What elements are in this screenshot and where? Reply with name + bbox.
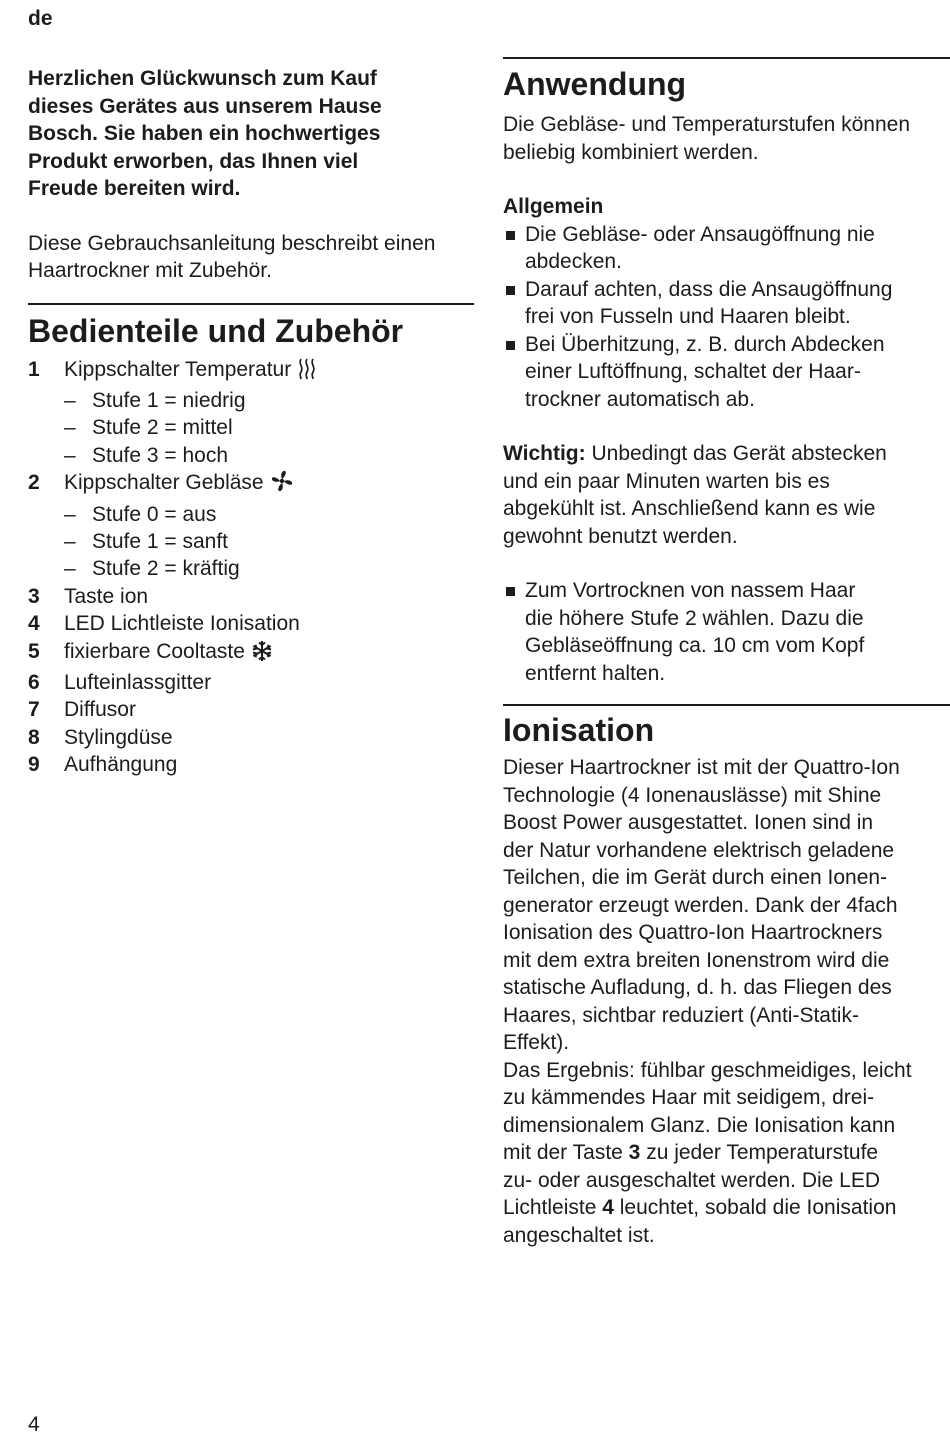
bullet-line: die höhere Stufe 2 wählen. Dazu die	[525, 606, 864, 630]
bullet-square	[506, 286, 515, 295]
list-item	[28, 724, 474, 751]
bullet-item	[503, 221, 950, 276]
section-divider	[503, 704, 950, 706]
heat-icon	[297, 358, 317, 387]
bullet-line: Die Gebläse- oder Ansaugöffnung nie	[525, 222, 875, 246]
heading-anwendung: Anwendung	[503, 66, 687, 102]
language-code: de	[28, 7, 53, 30]
list-subitem	[28, 387, 474, 414]
item-number: 8	[28, 725, 40, 749]
page-number: 4	[28, 1413, 40, 1436]
intro-text-line: Diese Gebrauchsanleitung beschreibt einen	[28, 231, 436, 255]
dash: –	[64, 529, 76, 553]
list-subitem	[28, 442, 474, 469]
item-label: LED Lichtleiste Ionisation	[64, 612, 300, 636]
bullet-line: Zum Vortrocknen von nassem Haar	[525, 579, 856, 602]
heading-ionisation: Ionisation	[503, 712, 655, 748]
wichtig-text: abgekühlt ist. Anschließend kann es wie	[503, 497, 876, 520]
item-label: Lufteinlassgitter	[64, 670, 212, 694]
ref-number: 3	[628, 1141, 641, 1164]
item-number: 1	[28, 357, 40, 381]
item-label: Kippschalter Temperatur	[64, 357, 292, 381]
ionisation-line: Das Ergebnis: fühlbar geschmeidiges, leicht	[503, 1058, 912, 1082]
dash: –	[64, 416, 76, 440]
ionisation-line: Dieser Haartrockner ist mit der Quattro-Ion	[503, 756, 900, 779]
left-column	[28, 65, 474, 779]
item-number: 7	[28, 698, 40, 722]
ionisation-line: Haares, sichtbar reduziert (Anti-Statik-	[503, 1003, 859, 1027]
bullet-square	[506, 587, 515, 596]
bullet-line: trockner automatisch ab.	[525, 387, 755, 411]
list-item	[28, 696, 474, 723]
ionisation-line: Teilchen, die im Gerät durch einen Ionen-	[503, 866, 888, 889]
wichtig-label: Wichtig:	[503, 442, 586, 465]
ionisation-line: zu kämmendes Haar mit seidigem, drei-	[503, 1086, 875, 1109]
bullet-square	[506, 341, 515, 350]
item-label: Diffusor	[64, 698, 136, 722]
bullet-line: einer Luftöffnung, schaltet der Haar-	[525, 360, 861, 383]
item-label: fixierbare Cooltaste	[64, 639, 245, 663]
subitem-label: Stufe 1 = niedrig	[92, 388, 246, 412]
item-label: Aufhängung	[64, 753, 178, 777]
section-divider	[503, 57, 950, 59]
bullet-item	[503, 577, 950, 687]
dash: –	[64, 388, 76, 412]
list-item	[28, 638, 474, 669]
ionisation-line: Boost Power ausgestattet. Ionen sind in	[503, 811, 874, 834]
subitem-label: Stufe 1 = sanft	[92, 529, 229, 553]
subitem-label: Stufe 2 = mittel	[92, 416, 233, 440]
intro-line: dieses Gerätes aus unserem Hause	[28, 94, 382, 118]
fan-icon	[270, 469, 294, 500]
list-subitem	[28, 501, 474, 528]
intro-description	[28, 230, 474, 285]
ionisation-line: Effekt).	[503, 1031, 570, 1054]
snowflake-icon	[251, 640, 273, 669]
ionisation-line: dimensionalem Glanz. Die Ionisation kann	[503, 1113, 896, 1137]
bullet-line: frei von Fusseln und Haaren bleibt.	[525, 305, 851, 328]
bullet-line: entfernt halten.	[525, 661, 666, 685]
ionisation-line: angeschaltet ist.	[503, 1223, 655, 1247]
section-divider	[28, 303, 474, 305]
ionisation-line: der Natur vorhandene elektrisch geladene	[503, 838, 895, 862]
list-item	[28, 610, 474, 637]
heading-bedienteile: Bedienteile und Zubehör	[28, 312, 404, 349]
bullet-item	[503, 331, 950, 414]
list-item	[28, 356, 474, 387]
dash: –	[64, 443, 76, 467]
item-number: 2	[28, 471, 40, 495]
ionisation-text	[503, 754, 950, 1249]
bullet-line: abdecken.	[525, 250, 622, 273]
item-number: 6	[28, 670, 40, 694]
bullet-line: Darauf achten, dass die Ansaugöffnung	[525, 277, 893, 301]
parts-list	[28, 356, 474, 779]
subheading-allgemein: Allgemein	[503, 195, 604, 218]
item-number: 4	[28, 612, 40, 636]
intro-congratulations	[28, 65, 474, 203]
list-subitem	[28, 414, 474, 441]
list-item	[28, 751, 474, 778]
ionisation-line: Lichtleiste 4 leuchtet, sobald die Ionisation	[503, 1196, 897, 1219]
ionisation-line: Technologie (4 Ionenauslässe) mit Shine	[503, 783, 882, 807]
wichtig-text: gewohnt benutzt werden.	[503, 524, 738, 548]
intro-line: Produkt erworben, das Ihnen viel	[28, 149, 359, 173]
intro-line: Bosch. Sie haben ein hochwertiges	[28, 122, 381, 145]
item-label: Kippschalter Gebläse	[64, 471, 264, 495]
bullet-item	[503, 276, 950, 331]
list-item	[28, 669, 474, 696]
subitem-label: Stufe 2 = kräftig	[92, 557, 240, 581]
item-number: 3	[28, 584, 40, 608]
wichtig-text: und ein paar Minuten warten bis es	[503, 469, 830, 493]
subitem-label: Stufe 3 = hoch	[92, 443, 229, 467]
bullet-line: Bei Überhitzung, z. B. durch Abdecken	[525, 332, 885, 356]
item-number: 9	[28, 753, 40, 777]
ionisation-line: generator erzeugt werden. Dank der 4fach	[503, 893, 898, 917]
right-column	[503, 57, 950, 1249]
ionisation-line: mit dem extra breiten Ionenstrom wird die	[503, 948, 890, 972]
wichtig-note	[503, 440, 950, 550]
intro-text-line: Haartrockner mit Zubehör.	[28, 259, 272, 282]
item-number: 5	[28, 639, 40, 663]
intro-line: Freude bereiten wird.	[28, 177, 241, 200]
anwendung-text-line: beliebig kombiniert werden.	[503, 140, 759, 164]
anwendung-text-line: Die Gebläse- und Temperaturstufen können	[503, 113, 911, 136]
ionisation-line: mit der Taste 3 zu jeder Temperaturstufe	[503, 1141, 879, 1164]
bullet-line: Gebläseöffnung ca. 10 cm vom Kopf	[525, 634, 865, 657]
bullet-square	[506, 231, 515, 240]
wichtig-text: Unbedingt das Gerät abstecken	[585, 442, 887, 465]
list-subitem	[28, 528, 474, 555]
ionisation-line: zu- oder ausgeschaltet werden. Die LED	[503, 1168, 881, 1192]
ionisation-line: statische Aufladung, d. h. das Fliegen des	[503, 976, 892, 999]
list-item	[28, 583, 474, 610]
ref-number: 4	[602, 1196, 614, 1219]
intro-line: Herzlichen Glückwunsch zum Kauf	[28, 67, 377, 90]
item-label: Stylingdüse	[64, 725, 173, 749]
dash: –	[64, 557, 76, 581]
item-label: Taste ion	[64, 584, 149, 608]
list-subitem	[28, 555, 474, 582]
list-item	[28, 469, 474, 500]
subitem-label: Stufe 0 = aus	[92, 502, 217, 526]
dash: –	[64, 502, 76, 526]
ionisation-line: Ionisation des Quattro-Ion Haartrockners	[503, 921, 883, 944]
